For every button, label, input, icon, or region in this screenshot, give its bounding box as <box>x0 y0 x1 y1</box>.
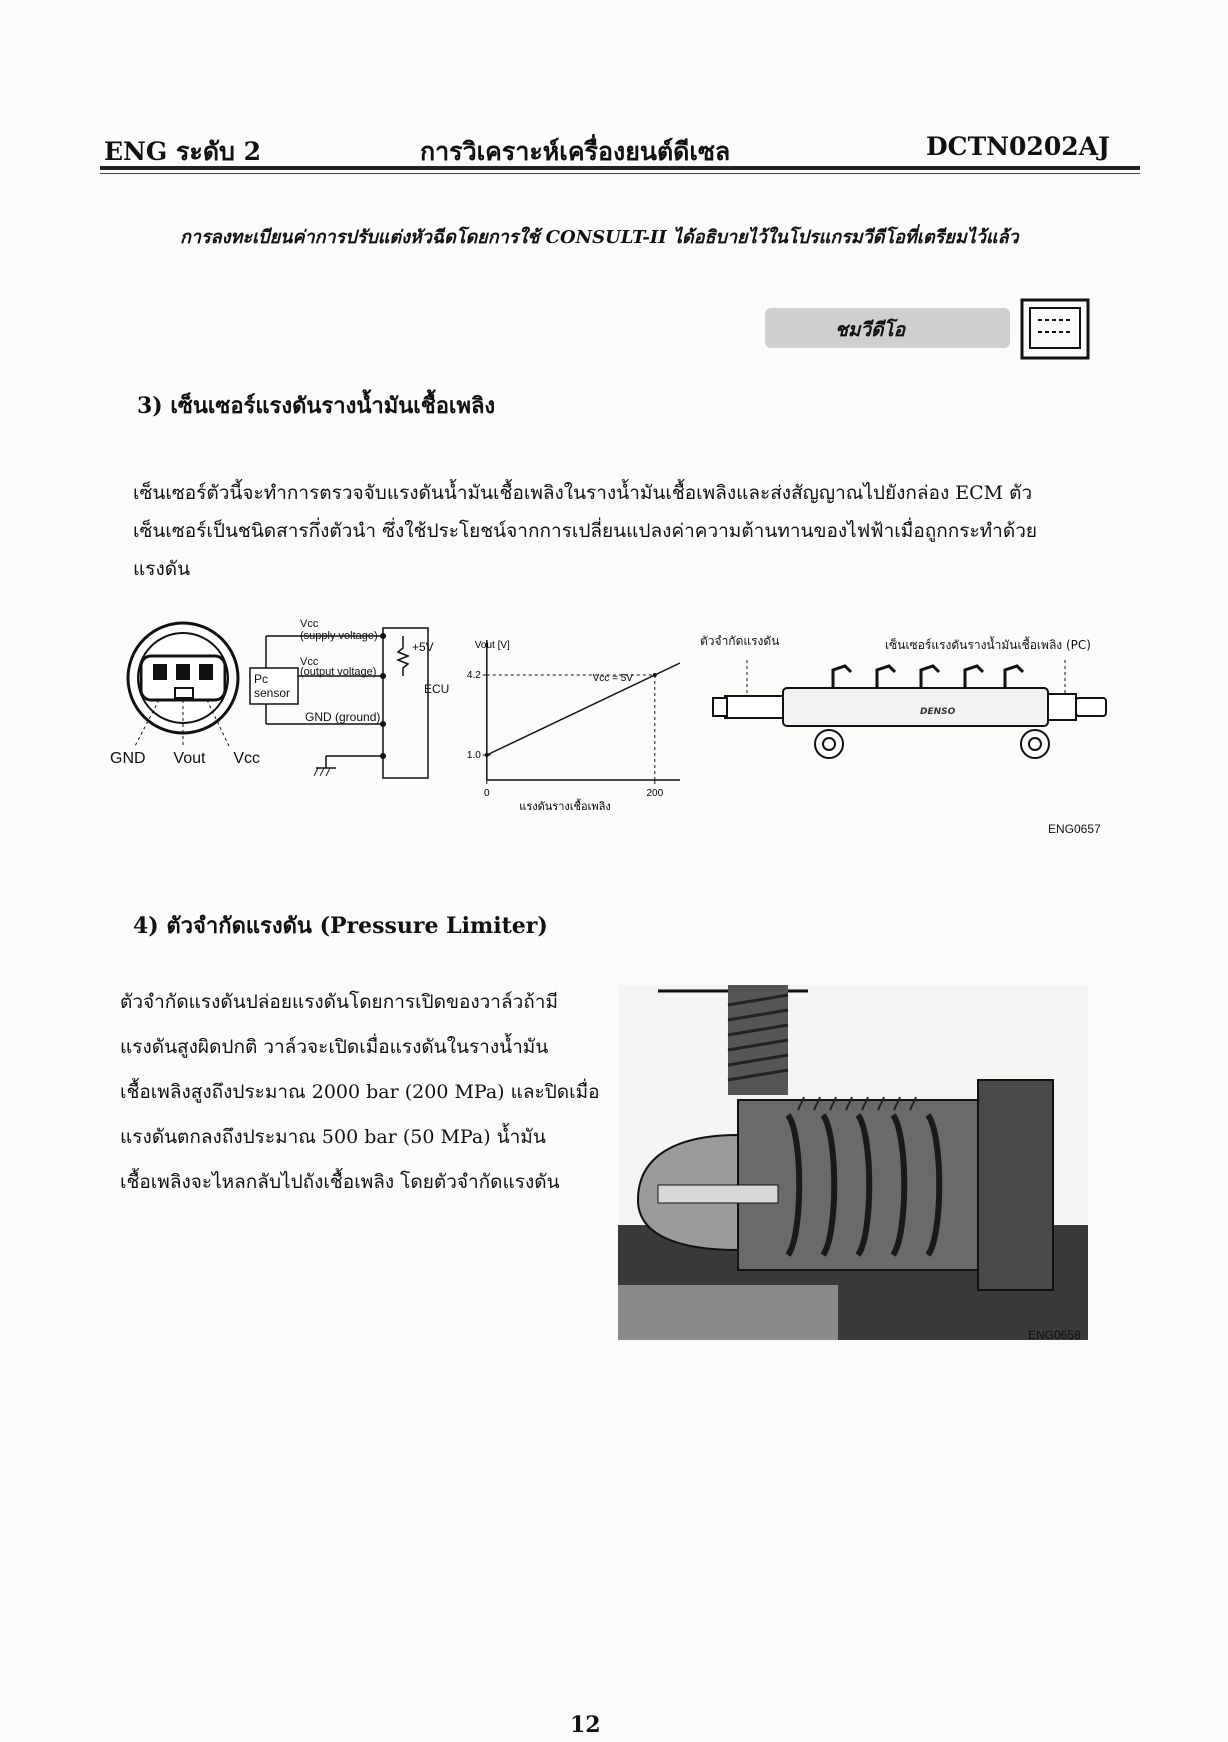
section3-heading: 3) เซ็นเซอร์แรงดันรางน้ำมันเชื้อเพลิง <box>137 393 496 419</box>
pressure-limiter-callout: ตัวจำกัดแรงดัน <box>700 634 780 648</box>
section3-line: แรงดัน <box>133 558 191 580</box>
header-left: ENG ระดับ 2 <box>104 137 262 166</box>
fig1-caption: ENG0657 <box>1048 822 1101 836</box>
section4-line: แรงดันตกลงถึงประมาณ 500 bar (50 MPa) น้ำมัน <box>120 1126 546 1148</box>
chart-y-tick-label: 1.0 <box>466 750 481 761</box>
section4-heading: 4) ตัวจำกัดแรงดัน (Pressure Limiter) <box>133 913 548 939</box>
pc-sensor-label-1: Pc <box>254 672 269 686</box>
gnd-ground-label: GND (ground) <box>305 710 381 724</box>
header-rule-thin <box>100 173 1140 174</box>
pressure-limiter-photo <box>618 985 1088 1340</box>
chart-marks <box>485 663 680 780</box>
section4-body <box>120 980 600 1205</box>
vcc-output-label: Vcc <box>300 656 319 668</box>
chart-point <box>485 753 489 757</box>
rail-brand-text: DENSO <box>920 707 956 717</box>
chart-ylabel: Vout [V] <box>474 640 510 651</box>
chart-series-line <box>487 663 680 755</box>
vcc-supply-sub-label: (supply voltage) <box>300 630 378 642</box>
plus5v-label: +5V <box>412 640 434 654</box>
section3-body <box>133 474 1113 588</box>
chart-xlabel: แรงดันรางเชื้อเพลิง <box>519 800 611 810</box>
chart-axes <box>467 640 680 810</box>
sensor-circuit-diagram <box>218 618 443 788</box>
chart-series-name: Vcc = 5V <box>592 673 633 684</box>
header-right: DCTN0202AJ <box>926 132 1110 161</box>
chart-x-tick-label: 0 <box>484 788 490 799</box>
pc-sensor-label-2: sensor <box>254 686 291 700</box>
sensor-output-chart <box>440 630 690 810</box>
video-badge-label: ชมวีดีโอ <box>835 319 906 341</box>
intro-text: การลงทะเบียนค่าการปรับแต่งหัวฉีดโดยการใช้ CONSULT-II ได้อธิบายไว้ในโปรแกรมวีดีโอที่เตรียมไว้แล้ว <box>180 227 1019 248</box>
section4-line: แรงดันสูงผิดปกติ วาล์วจะเปิดเมื่อแรงดันในรางน้ำมัน <box>120 1036 549 1058</box>
chart-y-tick-label: 4.2 <box>466 670 481 681</box>
pin-gnd-label: GND <box>110 750 146 767</box>
rail-sensor-callout: เซ็นเซอร์แรงดันรางน้ำมันเชื้อเพลิง (PC) <box>885 638 1091 652</box>
chart-point <box>653 673 657 677</box>
chart-x-tick-label: 200 <box>646 788 664 799</box>
vcc-output-sub-label: (output voltage) <box>300 666 377 678</box>
header-rule <box>100 166 1140 170</box>
pin-vcc-label: Vcc <box>233 750 260 767</box>
fuel-rail-illustration <box>705 640 1125 775</box>
section3-line: เซ็นเซอร์เป็นชนิดสารกึ่งตัวนำ ซึ่งใช้ประโยชน์จากการเปลี่ยนแปลงค่าความต้านทานของไฟฟ้าเมื่อถูกกระทำด้วย <box>133 520 1037 542</box>
section4-line: เชื้อเพลิงสูงถึงประมาณ 2000 bar (200 MPa) และปิดเมื่อ <box>120 1081 600 1103</box>
fig2-caption: ENG0658 <box>1028 1328 1081 1342</box>
video-monitor-icon <box>1020 298 1090 360</box>
vcc-supply-label: Vcc <box>300 618 319 630</box>
pin-vout-label: Vout <box>173 750 206 767</box>
ecu-label: ECU <box>424 682 450 696</box>
section4-line: ตัวจำกัดแรงดันปล่อยแรงดันโดยการเปิดของวาล์วถ้ามี <box>120 991 558 1013</box>
section4-line: เชื้อเพลิงจะไหลกลับไปถังเชื้อเพลิง โดยตัวจำกัดแรงดัน <box>120 1171 560 1193</box>
section3-line: เซ็นเซอร์ตัวนี้จะทำการตรวจจับแรงดันน้ำมันเชื้อเพลิงในรางน้ำมันเชื้อเพลิงและส่งสัญญาณไปยังกล่อง ECM ตัว <box>133 482 1033 504</box>
header-center: การวิเคราะห์เครื่องยนต์ดีเซล <box>420 137 731 166</box>
page-number: 12 <box>570 1712 601 1738</box>
